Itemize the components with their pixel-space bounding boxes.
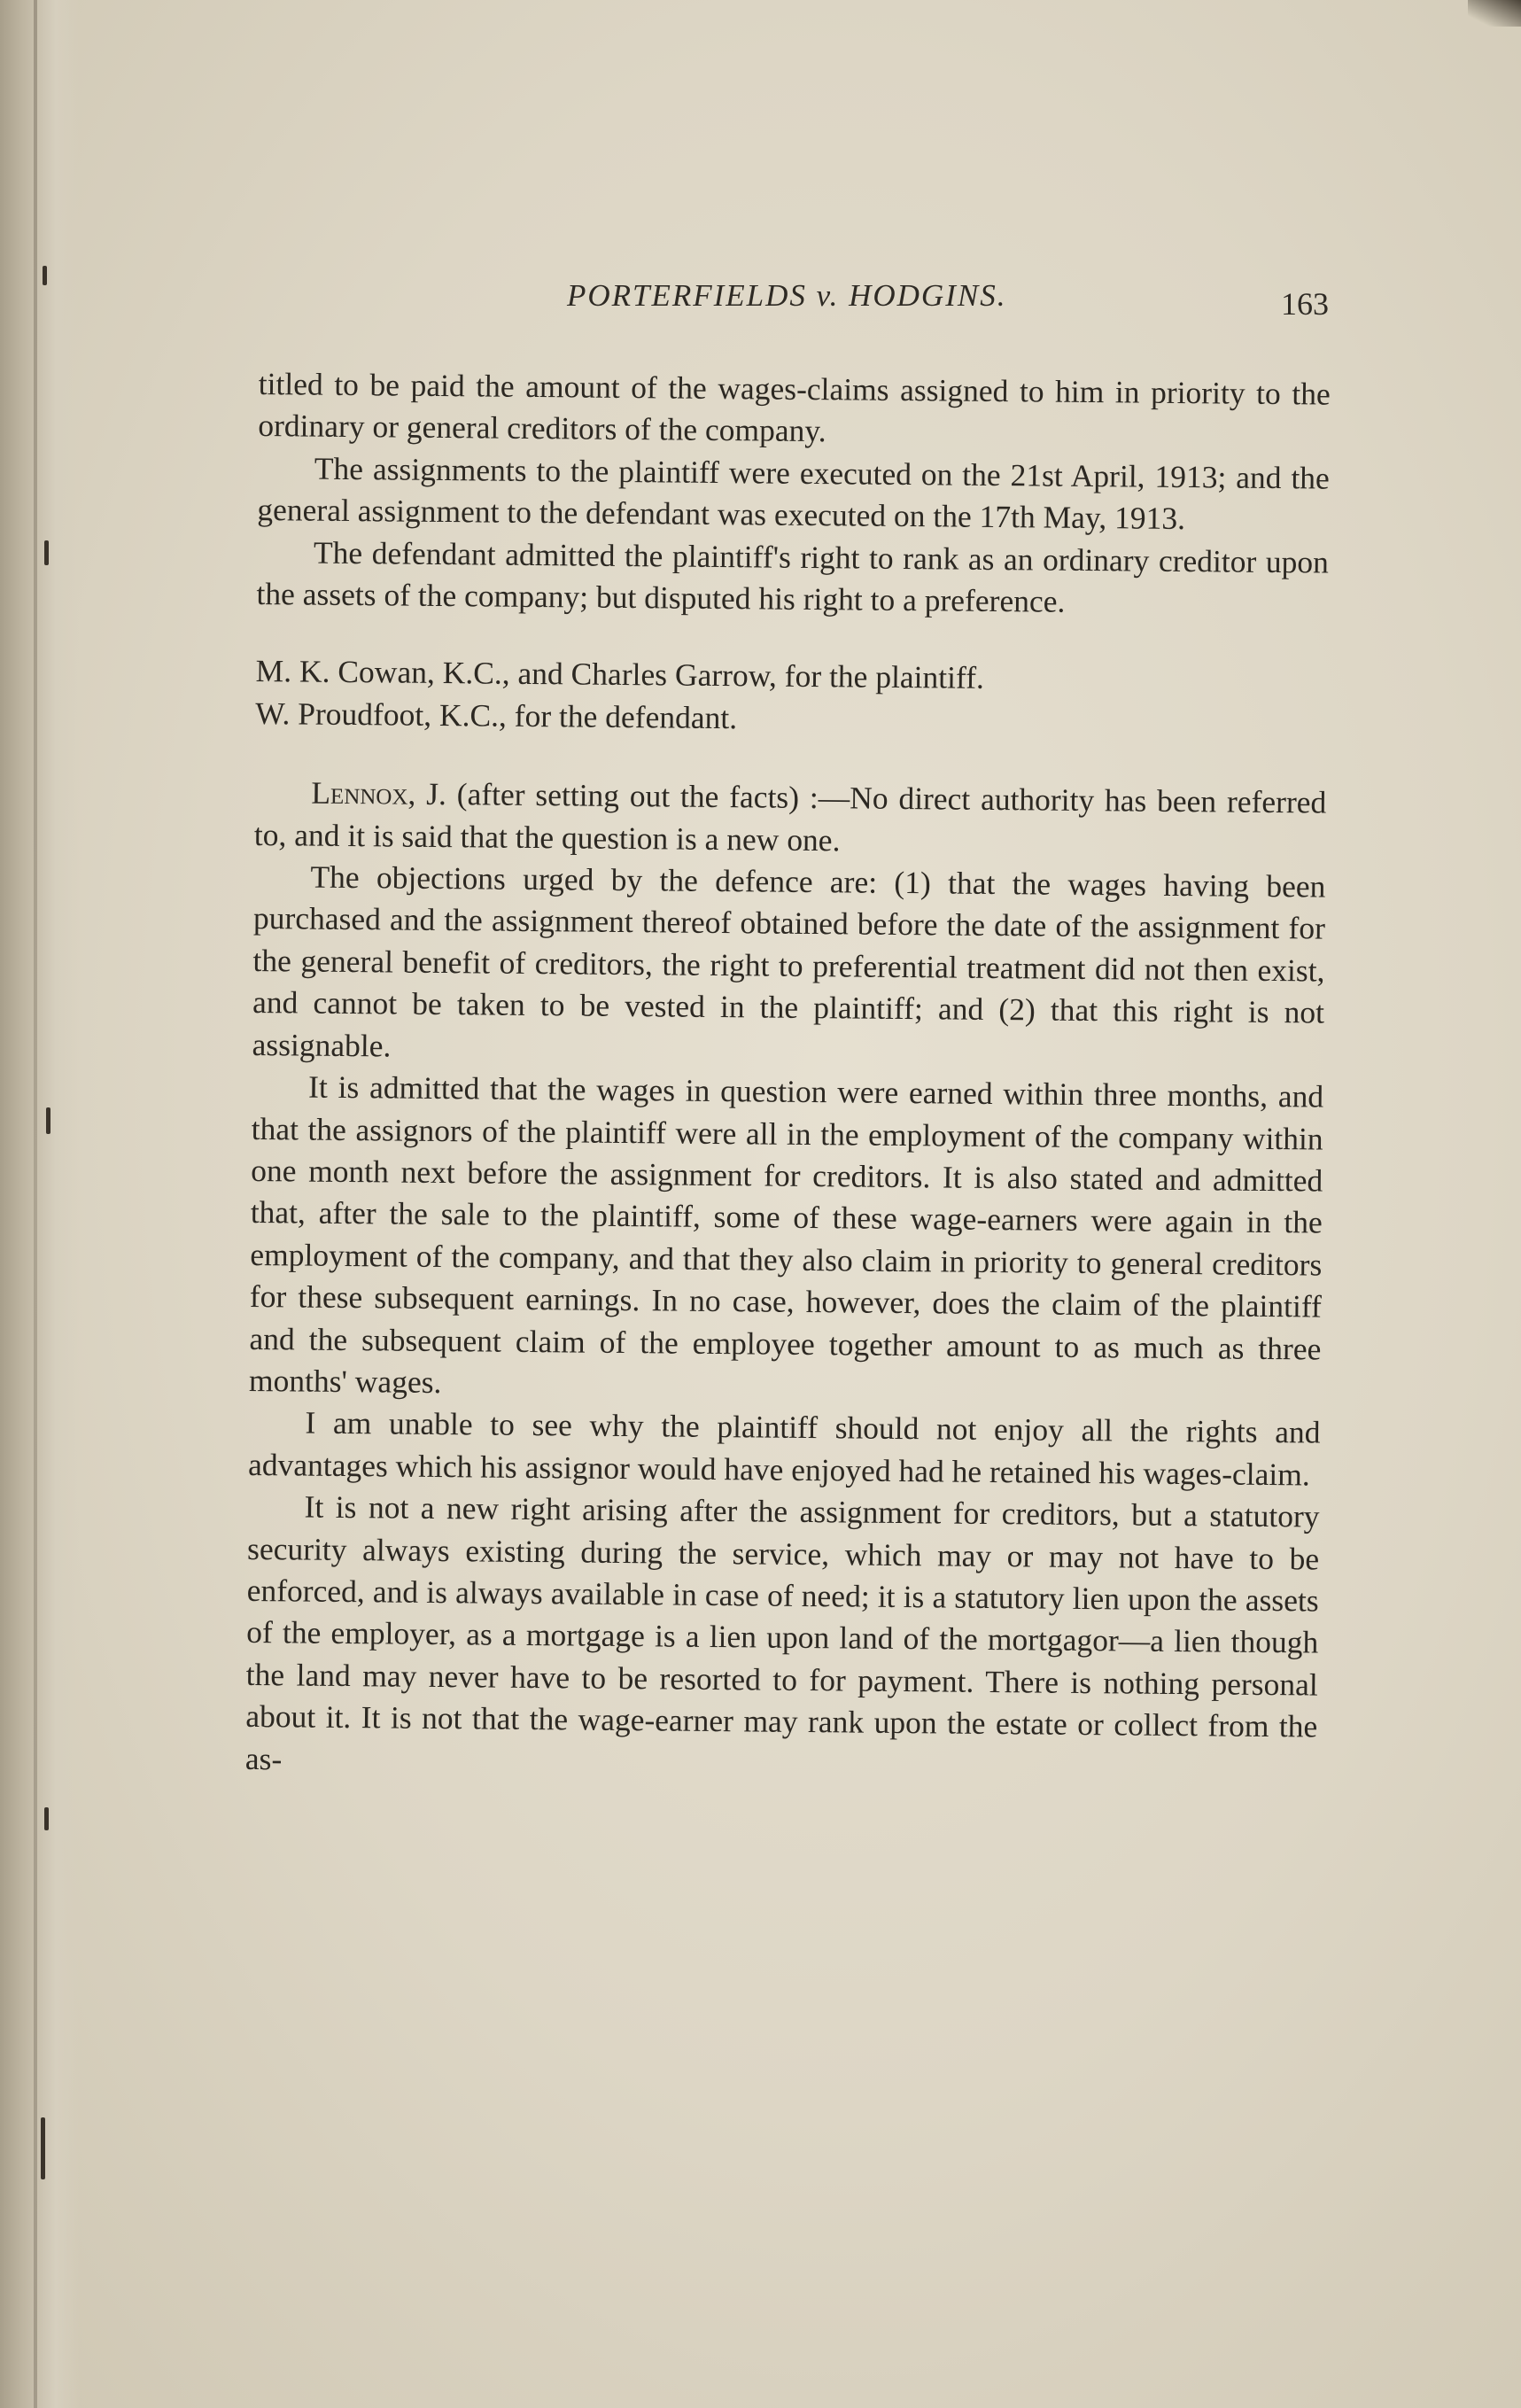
paragraph-statutory-lien: It is not a new right arising after the assignment for creditors, but a statutory security always existing during the service, which may or may not have to be enforced, and is always available in case of need; it is a statutory lien upon the assets of the employer, as a mortgage is a lien upon land of the mortgagor—a lien though the land may never have to be resorted to for payment. There is nothing personal about it. It is not that the wage-earner may rank upon the estate or collect from the as- <box>244 1488 1320 1776</box>
margin-mark <box>46 1107 50 1134</box>
judgment-opening-text: (after setting out the facts) :—No direct authority has been referred to, and it is said that the question is a new one. <box>253 776 1327 858</box>
paragraph-defendant-position: The defendant admitted the plaintiff's right to rank as an ordinary creditor upon the assets of the company; but disputed his right to a preference. <box>256 534 1330 619</box>
counsel-plaintiff: M. K. Cowan, K.C., and Charles Garrow, for the plaintiff. <box>255 653 985 696</box>
margin-mark <box>41 2117 45 2179</box>
page-number: 163 <box>1281 286 1329 322</box>
margin-mark <box>44 540 49 565</box>
margin-mark <box>43 266 47 285</box>
binding-shadow <box>0 0 80 2408</box>
paragraph-admitted-facts: It is admitted that the wages in question were earned within three months, and that the assignors of the plaintiff were all in the employment of the company within one month next before the assignment for creditors. It is also stated and admitted that, after the sale to the plaintiff, some of these wage-earners were again in the employment of the company, and that they also claim in priority to general creditors for these subsequent earnings. In no case, however, does the claim of the plaintiff and the subsequent claim of the employee together amount to as much as three months' wages. <box>248 1068 1324 1400</box>
body-text <box>245 363 1331 1790</box>
paragraph-assignments: The assignments to the plaintiff were executed on the 21st April, 1913; and the general assignment to the defendant was executed on the 17th May, 1913. <box>257 450 1331 537</box>
margin-mark <box>44 1807 49 1830</box>
page-corner-shadow <box>1468 0 1521 27</box>
running-head: PORTERFIELDS v. HODGINS. <box>567 278 1007 313</box>
paragraph-continuation: titled to be paid the amount of the wages-claims assigned to him in priority to the ordinary or general creditors of the company. <box>258 365 1331 449</box>
page-header <box>257 266 1329 328</box>
paragraph-objections: The objections urged by the defence are: (1) that the wages having been purchased and the assignment thereof obtained before the date of the assignment for the general benefit of creditors, the right to preferential treatment did not then exist, and cannot be taken to be vested in the plaintiff; and (2) that this right is not assignable. <box>252 858 1326 1064</box>
paragraph-judgment-opening <box>254 772 1327 866</box>
counsel-defendant: W. Proudfoot, K.C., for the defendant. <box>255 695 738 736</box>
judge-name: Lennox, J. <box>311 774 447 812</box>
paragraph-plaintiff-rights: I am unable to see why the plaintiff should not enjoy all the rights and advantages which his assignor would have enjoyed had he retained his wages-claim. <box>247 1404 1321 1493</box>
counsel-block <box>255 650 1328 744</box>
binding-crease <box>34 0 37 2408</box>
